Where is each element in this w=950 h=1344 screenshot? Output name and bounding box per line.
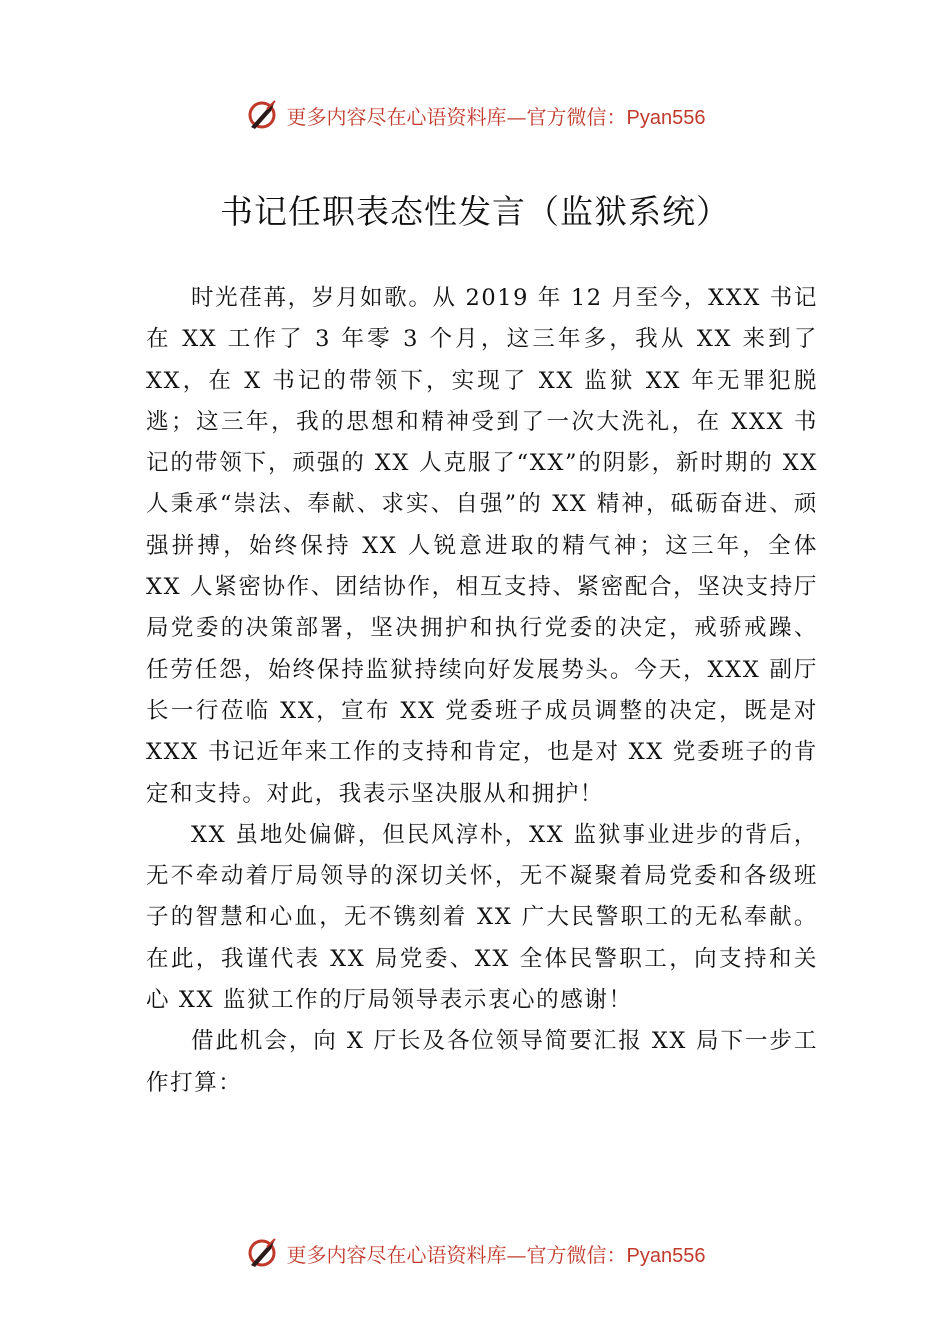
pen-quill-logo-icon <box>245 1235 281 1271</box>
footer-watermark-banner <box>0 1233 950 1273</box>
pen-quill-logo-icon <box>245 97 281 133</box>
document-body <box>146 278 818 1104</box>
watermark-text: 更多内容尽在心语资料库—官方微信：Pyan556 <box>286 104 706 129</box>
watermark-text: 更多内容尽在心语资料库—官方微信：Pyan556 <box>286 1242 706 1267</box>
paragraph-2: XX 虽地处偏僻，但民风淳朴，XX 监狱事业进步的背后，无不牵动着厅局领导的深切关怀，无不凝聚着局党委和各级班子的智慧和心血，无不镌刻着 XX 广大民警职工的无私奉献。在此，我谨代表 XX 局党委、XX 全体民警职工，向支持和关心 XX 监狱工作的厅局领导表示衷心的感谢！ <box>146 821 818 1014</box>
paragraph-3: 借此机会，向 X 厅长及各位领导简要汇报 XX 局下一步工作打算： <box>146 1028 818 1096</box>
document-title: 书记任职表态性发言（监狱系统） <box>220 192 730 231</box>
paragraph-1: 时光荏苒，岁月如歌。从 2019 年 12 月至今，XXX 书记在 XX 工作了 3 年零 3 个月，这三年多，我从 XX 来到了 XX，在 X 书记的带领下，实现了 XX 监狱 XX 年无罪犯脱逃；这三年，我的思想和精神受到了一次大洗礼，在 XXX 书记的带领下，顽强的 XX 人克服了“XX”的阴影，新时期的 XX 人秉承“崇法、奉献、求实、自强”的 XX 精神，砥砺奋进、顽强拼搏，始终保持 XX 人锐意进取的精气神；这三年，全体 XX 人紧密协作、团结协作，相互支持、紧密配合，坚决支持厅局党委的决策部署，坚决拥护和执行党委的决定，戒骄戒躁、任劳任怨，始终保持监狱持续向好发展势头。今天，XXX 副厅长一行莅临 XX，宣布 XX 党委班子成员调整的决定，既是对 XXX 书记近年来工作的支持和肯定，也是对 XX 党委班子的肯定和支持。对此，我表示坚决服从和拥护！ <box>146 285 818 807</box>
header-watermark-banner <box>0 95 950 135</box>
